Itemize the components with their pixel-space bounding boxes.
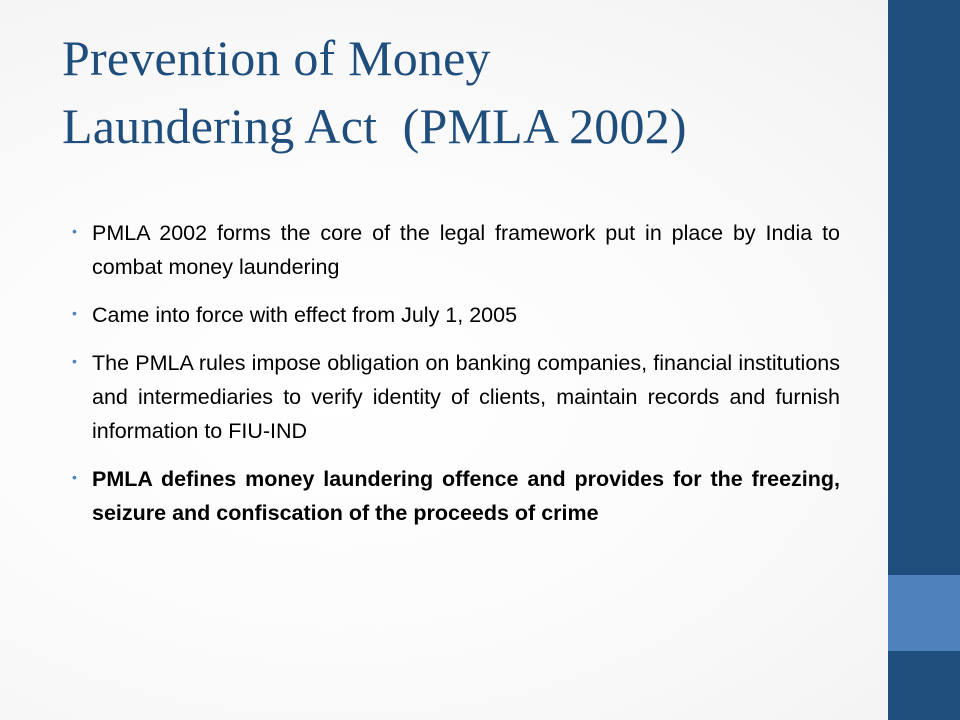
bullet-item-effective-date: [72, 298, 840, 332]
side-band-bottom: [888, 651, 960, 720]
bullet-item-legal-framework: [72, 216, 840, 284]
title-line-1: Prevention of Money: [62, 30, 491, 86]
bullet-list: [72, 216, 840, 544]
bullet-item-obligations: [72, 346, 840, 448]
bullet-text: Came into force with effect from July 1, 2005: [92, 303, 518, 327]
slide-title: [62, 24, 862, 160]
bullet-item-offence-definition: [72, 462, 840, 530]
bullet-text: PMLA defines money laundering offence and provides for the freezing, seizure and confiscation of the proceeds of crime: [92, 467, 840, 525]
bullet-marker: •: [72, 353, 77, 369]
side-band-top: [888, 0, 960, 575]
title-line-2: Laundering Act (PMLA 2002): [62, 98, 687, 154]
bullet-marker: •: [72, 305, 77, 321]
bullet-marker: •: [72, 223, 77, 239]
side-band-accent: [888, 575, 960, 651]
bullet-text: PMLA 2002 forms the core of the legal framework put in place by India to combat money laundering: [92, 221, 840, 279]
bullet-text: The PMLA rules impose obligation on banking companies, financial institutions and intermediaries to verify identity of clients, maintain records and furnish information to FIU-IND: [92, 351, 840, 443]
bullet-marker: •: [72, 469, 77, 485]
